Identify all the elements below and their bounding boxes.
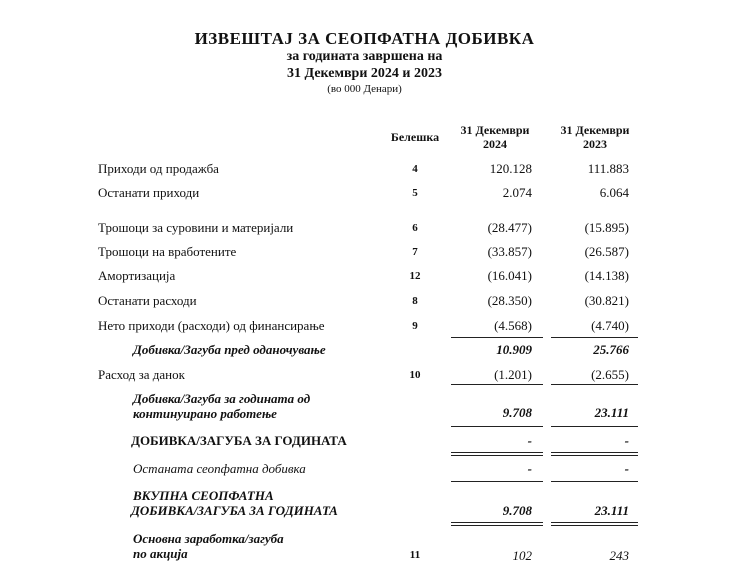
subtotal-rule <box>451 481 543 482</box>
table-row <box>0 268 729 288</box>
value-2023: (4.740) <box>591 318 629 333</box>
row-label: Приходи од продажба <box>98 161 219 176</box>
value-2024: - <box>527 461 532 476</box>
subtotal-rule <box>551 426 638 427</box>
subtotal-rule <box>551 481 638 482</box>
total-double-rule <box>551 522 638 523</box>
row-label-line2: по акција <box>133 546 188 561</box>
row-label: ДОБИВКА/ЗАГУБА ЗА ГОДИНАТА <box>131 433 347 448</box>
row-note: 6 <box>412 222 418 234</box>
report-subtitle-period: за годината завршена на <box>286 49 443 64</box>
value-2024: 2.074 <box>502 185 532 200</box>
row-label-line1: Добивка/Загуба за годината од <box>133 391 311 406</box>
value-2023: - <box>624 433 629 448</box>
column-header-2024-date: 31 Декември <box>460 123 530 137</box>
table-row-total <box>0 488 729 522</box>
value-2023: (15.895) <box>584 220 629 235</box>
table-row <box>0 461 729 481</box>
column-header-note: Белешка <box>390 130 440 144</box>
value-2024: 120.128 <box>489 161 532 176</box>
total-double-rule <box>551 455 638 456</box>
report-unit-note: (во 000 Денари) <box>327 83 402 95</box>
value-2024: 102 <box>512 548 532 563</box>
row-label-line2: континуирано работење <box>133 406 277 421</box>
value-2023: 25.766 <box>593 342 629 357</box>
row-note: 4 <box>412 163 418 175</box>
table-row <box>0 185 729 205</box>
report-title: ИЗВЕШТАЈ ЗА СЕОПФАТНА ДОБИВКА <box>194 29 535 48</box>
table-row-subtotal <box>0 342 729 362</box>
total-double-rule <box>451 452 543 453</box>
table-row-subtotal <box>0 391 729 427</box>
value-2023: (26.587) <box>584 244 629 259</box>
row-note: 9 <box>412 320 418 332</box>
row-label: Добивка/Загуба пред оданочување <box>133 342 326 357</box>
row-label: Нето приходи (расходи) од финансирање <box>98 318 325 333</box>
value-2024: 10.909 <box>496 342 532 357</box>
row-label: Трошоци на вработените <box>98 244 237 259</box>
total-double-rule <box>551 525 638 526</box>
subtotal-rule <box>551 337 638 338</box>
row-note: 10 <box>409 369 421 381</box>
report-header <box>0 30 729 96</box>
row-label: Останати приходи <box>98 185 200 200</box>
subtotal-rule <box>551 384 638 385</box>
row-label-line1: Основна заработка/загуба <box>133 531 284 546</box>
value-2024: 9.708 <box>502 405 532 420</box>
table-row <box>0 161 729 181</box>
total-double-rule <box>451 525 543 526</box>
value-2023: (14.138) <box>584 268 629 283</box>
table-row <box>0 318 729 338</box>
value-2023: 6.064 <box>599 185 629 200</box>
value-2024: (28.477) <box>487 220 532 235</box>
table-row-total <box>0 433 729 453</box>
value-2024: (33.857) <box>487 244 532 259</box>
row-label: Амортизација <box>98 268 176 283</box>
total-double-rule <box>451 522 543 523</box>
value-2024: 9.708 <box>502 503 532 518</box>
column-header-2023 <box>546 123 644 151</box>
row-label: Расход за данок <box>98 367 185 382</box>
column-header-2023-year: 2023 <box>583 137 607 151</box>
table-row <box>0 220 729 240</box>
column-header-2024 <box>446 123 544 151</box>
row-label: Трошоци за суровини и материјали <box>98 220 294 235</box>
row-label-line1: ВКУПНА СЕОПФАТНА <box>133 488 274 503</box>
value-2024: - <box>527 433 532 448</box>
value-2023: (30.821) <box>584 293 629 308</box>
value-2024: (4.568) <box>494 318 532 333</box>
row-note: 5 <box>412 187 418 199</box>
row-label: Останати расходи <box>98 293 197 308</box>
value-2023: 23.111 <box>594 503 629 518</box>
value-2024: (1.201) <box>494 367 532 382</box>
value-2024: (28.350) <box>487 293 532 308</box>
row-label-line2: ДОБИВКА/ЗАГУБА ЗА ГОДИНАТА <box>131 503 338 518</box>
total-double-rule <box>551 452 638 453</box>
column-header-2024-year: 2024 <box>483 137 507 151</box>
value-2023: 243 <box>609 548 629 563</box>
table-row-eps <box>0 531 729 567</box>
value-2023: (2.655) <box>591 367 629 382</box>
table-row <box>0 293 729 313</box>
value-2023: - <box>624 461 629 476</box>
value-2024: (16.041) <box>487 268 532 283</box>
row-label: Останата сеопфатна добивка <box>133 461 306 476</box>
row-note: 8 <box>412 295 418 307</box>
report-subtitle-dates: 31 Декември 2024 и 2023 <box>287 66 442 81</box>
row-note: 7 <box>412 246 418 258</box>
value-2023: 23.111 <box>594 405 629 420</box>
subtotal-rule <box>451 426 543 427</box>
subtotal-rule <box>451 337 543 338</box>
value-2023: 111.883 <box>587 161 629 176</box>
row-note: 11 <box>409 549 421 561</box>
total-double-rule <box>451 455 543 456</box>
row-note: 12 <box>409 270 421 282</box>
table-row <box>0 244 729 264</box>
subtotal-rule <box>451 384 543 385</box>
column-header-2023-date: 31 Декември <box>560 123 630 137</box>
